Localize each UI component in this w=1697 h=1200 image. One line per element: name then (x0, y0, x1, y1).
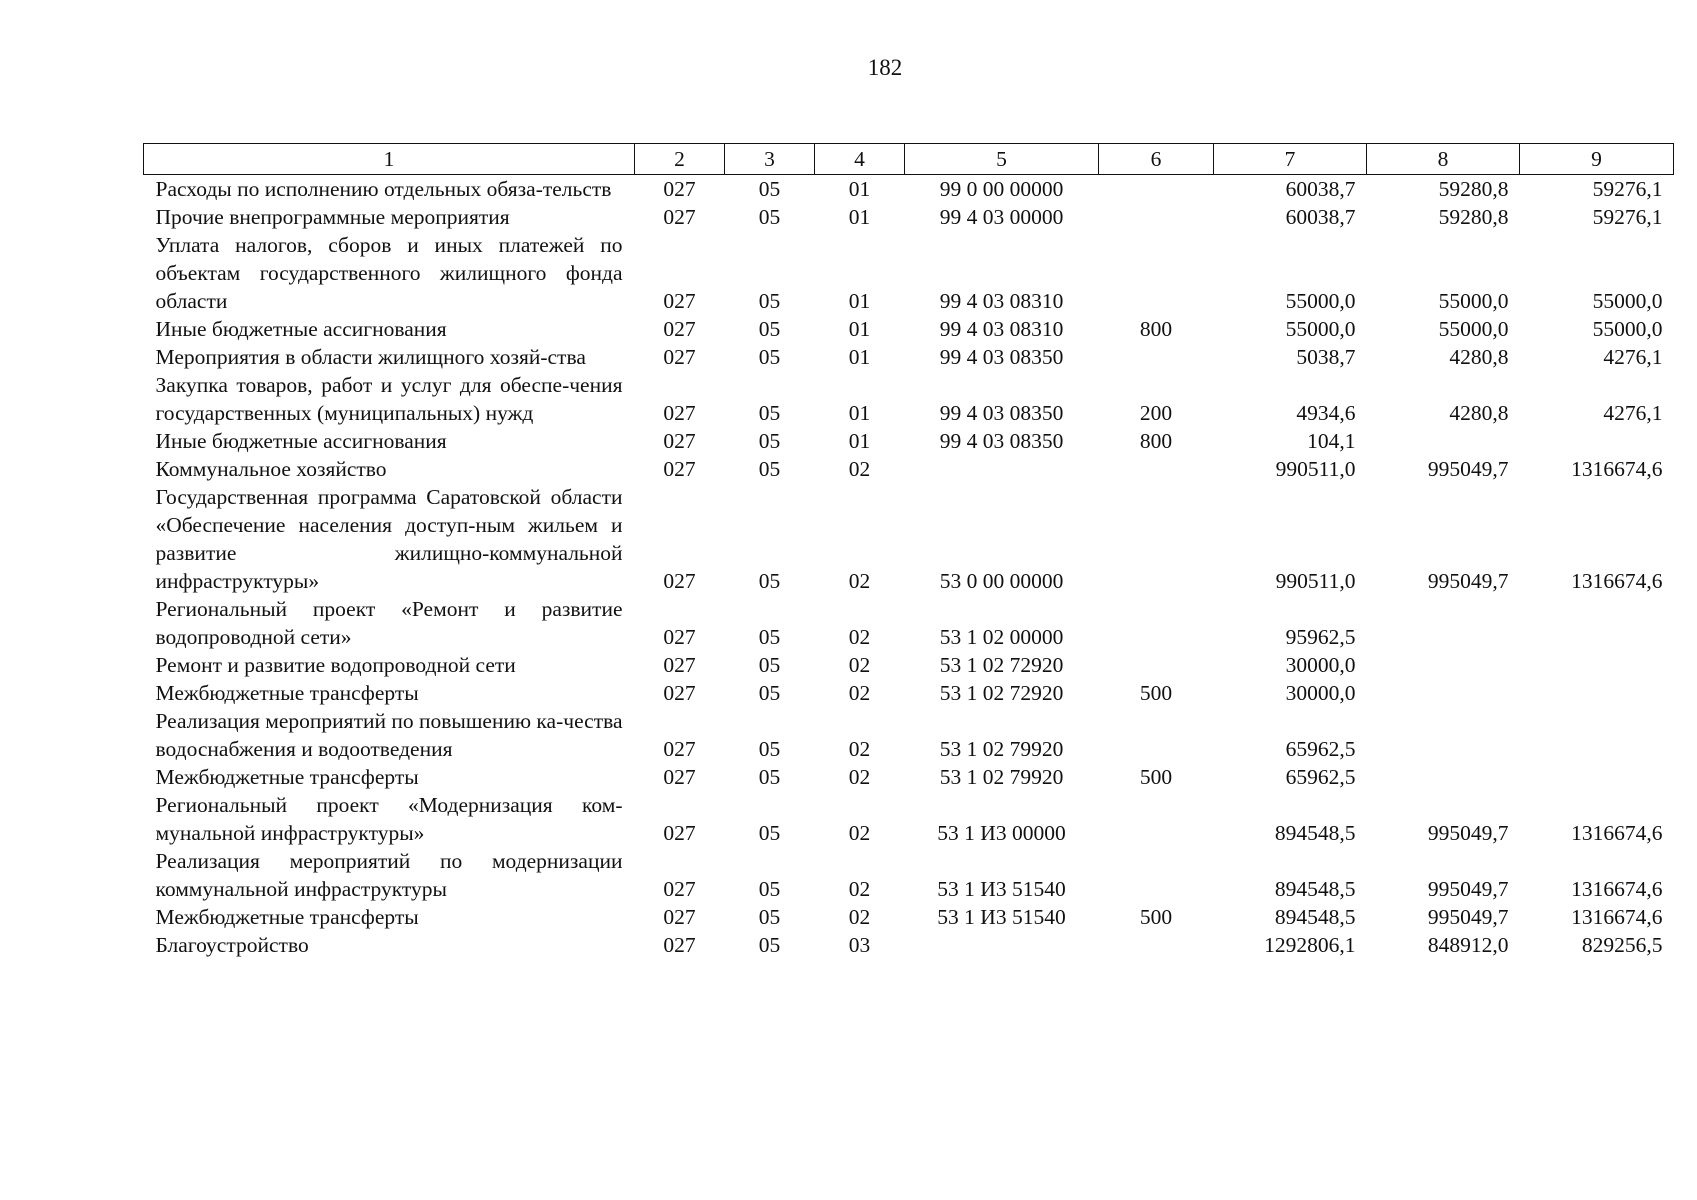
target-article-cell: 99 4 03 08310 (939, 317, 1064, 341)
department-code-cell: 027 (663, 653, 696, 677)
expense-type-cell: 500 (1139, 905, 1173, 929)
subsection-code-cell: 02 (848, 905, 871, 929)
amount-col8-cell: 59280,8 (1438, 177, 1509, 201)
amount-col9-cell: 55000,0 (1592, 317, 1663, 341)
subsection-code-cell: 01 (848, 177, 871, 201)
amount-col8-cell: 848912,0 (1427, 933, 1509, 957)
table-header-row (144, 144, 1674, 175)
table-row (144, 679, 1674, 707)
amount-col7-cell: 990511,0 (1275, 569, 1356, 593)
amount-col9-cell (1520, 651, 1674, 679)
amount-col8-cell: 55000,0 (1438, 317, 1509, 341)
amount-col8-cell: 995049,7 (1427, 877, 1509, 901)
amount-col7-cell: 30000,0 (1285, 681, 1356, 705)
target-article-cell: 53 1 02 72920 (939, 681, 1064, 705)
subsection-code-cell: 01 (848, 429, 871, 453)
section-code-cell: 05 (758, 401, 781, 425)
row-name-cell: Государственная программа Саратовской области «Обеспечение населения доступ-ным жильем и развитие жилищно-коммунальной инфраструктуры» (155, 485, 623, 593)
expense-type-cell: 800 (1139, 429, 1173, 453)
table-row (144, 371, 1674, 427)
amount-col9-cell (1520, 427, 1674, 455)
target-article-cell: 99 4 03 00000 (939, 205, 1064, 229)
table-row (144, 427, 1674, 455)
expense-type-cell (1099, 595, 1214, 651)
target-article-cell: 53 1 02 79920 (939, 765, 1064, 789)
row-name-cell: Расходы по исполнению отдельных обяза-тельств (155, 177, 612, 201)
amount-col9-cell (1520, 679, 1674, 707)
amount-col8-cell (1367, 427, 1520, 455)
target-article-cell: 53 0 00 00000 (939, 569, 1064, 593)
amount-col7-cell: 104,1 (1307, 429, 1356, 453)
amount-col8-cell: 4280,8 (1449, 345, 1509, 369)
amount-col8-cell: 55000,0 (1438, 289, 1509, 313)
expense-type-cell (1099, 455, 1214, 483)
subsection-code-cell: 02 (848, 653, 871, 677)
amount-col8-cell (1367, 595, 1520, 651)
amount-col9-cell (1520, 763, 1674, 791)
column-header: 5 (905, 144, 1099, 175)
column-header: 6 (1099, 144, 1214, 175)
amount-col8-cell (1367, 651, 1520, 679)
amount-col9-cell: 1316674,6 (1571, 457, 1663, 481)
amount-col7-cell: 65962,5 (1285, 737, 1356, 761)
amount-col7-cell: 990511,0 (1275, 457, 1356, 481)
column-header: 9 (1520, 144, 1674, 175)
amount-col8-cell: 995049,7 (1427, 905, 1509, 929)
amount-col9-cell (1520, 707, 1674, 763)
target-article-cell: 53 1 02 79920 (939, 737, 1064, 761)
amount-col9-cell: 4276,1 (1603, 401, 1663, 425)
department-code-cell: 027 (663, 289, 696, 313)
amount-col9-cell: 1316674,6 (1571, 569, 1663, 593)
subsection-code-cell: 02 (848, 625, 871, 649)
target-article-cell: 99 0 00 00000 (939, 177, 1064, 201)
department-code-cell: 027 (663, 681, 696, 705)
section-code-cell: 05 (758, 653, 781, 677)
table-row (144, 903, 1674, 931)
amount-col7-cell: 65962,5 (1285, 765, 1356, 789)
amount-col7-cell: 60038,7 (1285, 177, 1356, 201)
expense-type-cell (1099, 651, 1214, 679)
subsection-code-cell: 01 (848, 401, 871, 425)
section-code-cell: 05 (758, 177, 781, 201)
target-article-cell: 53 1 И3 51540 (937, 905, 1066, 929)
expense-type-cell (1099, 175, 1214, 204)
department-code-cell: 027 (663, 205, 696, 229)
amount-col9-cell: 55000,0 (1592, 289, 1663, 313)
row-name-cell: Благоустройство (155, 933, 309, 957)
budget-table (143, 143, 1674, 959)
column-header: 2 (635, 144, 725, 175)
subsection-code-cell: 03 (848, 933, 871, 957)
row-name-cell: Региональный проект «Модернизация ком-мунальной инфраструктуры» (155, 793, 623, 845)
table-row (144, 847, 1674, 903)
amount-col7-cell: 5038,7 (1296, 345, 1356, 369)
amount-col7-cell: 894548,5 (1274, 877, 1356, 901)
amount-col9-cell: 1316674,6 (1571, 877, 1663, 901)
target-article-cell: 99 4 03 08350 (939, 429, 1064, 453)
row-name-cell: Уплата налогов, сборов и иных платежей по объектам государственного жилищного фонда области (155, 233, 623, 313)
row-name-cell: Прочие внепрограммные мероприятия (155, 205, 510, 229)
amount-col8-cell: 995049,7 (1427, 569, 1509, 593)
subsection-code-cell: 02 (848, 569, 871, 593)
section-code-cell: 05 (758, 457, 781, 481)
table-row (144, 651, 1674, 679)
target-article-cell (905, 931, 1099, 959)
table-row (144, 343, 1674, 371)
amount-col9-cell: 59276,1 (1592, 177, 1663, 201)
expense-type-cell (1099, 847, 1214, 903)
expense-type-cell: 800 (1139, 317, 1173, 341)
target-article-cell: 99 4 03 08310 (939, 289, 1064, 313)
amount-col8-cell: 4280,8 (1449, 401, 1509, 425)
amount-col8-cell (1367, 763, 1520, 791)
table-row (144, 707, 1674, 763)
table-row (144, 315, 1674, 343)
row-name-cell: Реализация мероприятий по модернизации коммунальной инфраструктуры (155, 849, 623, 901)
section-code-cell: 05 (758, 625, 781, 649)
amount-col7-cell: 894548,5 (1274, 905, 1356, 929)
amount-col8-cell: 995049,7 (1427, 457, 1509, 481)
expense-type-cell: 500 (1139, 765, 1173, 789)
table-row (144, 595, 1674, 651)
amount-col8-cell (1367, 707, 1520, 763)
target-article-cell: 53 1 02 72920 (939, 653, 1064, 677)
expense-type-cell: 500 (1139, 681, 1173, 705)
table-row (144, 175, 1674, 204)
department-code-cell: 027 (663, 765, 696, 789)
subsection-code-cell: 02 (848, 821, 871, 845)
amount-col9-cell: 829256,5 (1581, 933, 1663, 957)
section-code-cell: 05 (758, 569, 781, 593)
table-row (144, 483, 1674, 595)
department-code-cell: 027 (663, 345, 696, 369)
amount-col8-cell: 59280,8 (1438, 205, 1509, 229)
subsection-code-cell: 02 (848, 877, 871, 901)
target-article-cell: 99 4 03 08350 (939, 401, 1064, 425)
subsection-code-cell: 02 (848, 457, 871, 481)
target-article-cell: 53 1 И3 00000 (937, 821, 1066, 845)
section-code-cell: 05 (758, 429, 781, 453)
row-name-cell: Закупка товаров, работ и услуг для обеспе-чения государственных (муниципальных) нужд (155, 373, 623, 425)
table-row (144, 791, 1674, 847)
amount-col9-cell: 59276,1 (1592, 205, 1663, 229)
column-header: 8 (1367, 144, 1520, 175)
department-code-cell: 027 (663, 905, 696, 929)
section-code-cell: 05 (758, 821, 781, 845)
amount-col9-cell: 1316674,6 (1571, 821, 1663, 845)
department-code-cell: 027 (663, 877, 696, 901)
target-article-cell: 53 1 02 00000 (939, 625, 1064, 649)
department-code-cell: 027 (663, 177, 696, 201)
department-code-cell: 027 (663, 457, 696, 481)
row-name-cell: Реализация мероприятий по повышению ка-чества водоснабжения и водоотведения (155, 709, 623, 761)
row-name-cell: Иные бюджетные ассигнования (155, 429, 447, 453)
target-article-cell (905, 455, 1099, 483)
section-code-cell: 05 (758, 289, 781, 313)
department-code-cell: 027 (663, 317, 696, 341)
subsection-code-cell: 01 (848, 289, 871, 313)
department-code-cell: 027 (663, 737, 696, 761)
expense-type-cell (1099, 231, 1214, 315)
amount-col7-cell: 30000,0 (1285, 653, 1356, 677)
row-name-cell: Межбюджетные трансферты (155, 681, 419, 705)
amount-col8-cell (1367, 679, 1520, 707)
column-header: 3 (725, 144, 815, 175)
amount-col7-cell: 95962,5 (1285, 625, 1356, 649)
amount-col7-cell: 894548,5 (1274, 821, 1356, 845)
amount-col7-cell: 60038,7 (1285, 205, 1356, 229)
expense-type-cell (1099, 707, 1214, 763)
column-header: 1 (144, 144, 635, 175)
department-code-cell: 027 (663, 429, 696, 453)
table-row (144, 203, 1674, 231)
amount-col7-cell: 4934,6 (1296, 401, 1356, 425)
target-article-cell: 53 1 И3 51540 (937, 877, 1066, 901)
expense-type-cell: 200 (1139, 401, 1173, 425)
amount-col7-cell: 1292806,1 (1264, 933, 1356, 957)
column-header: 4 (815, 144, 905, 175)
amount-col7-cell: 55000,0 (1285, 289, 1356, 313)
row-name-cell: Межбюджетные трансферты (155, 905, 419, 929)
row-name-cell: Ремонт и развитие водопроводной сети (155, 653, 516, 677)
department-code-cell: 027 (663, 933, 696, 957)
subsection-code-cell: 02 (848, 765, 871, 789)
expense-type-cell (1099, 483, 1214, 595)
section-code-cell: 05 (758, 345, 781, 369)
section-code-cell: 05 (758, 205, 781, 229)
subsection-code-cell: 01 (848, 317, 871, 341)
subsection-code-cell: 02 (848, 681, 871, 705)
section-code-cell: 05 (758, 681, 781, 705)
column-header: 7 (1214, 144, 1367, 175)
table-row (144, 231, 1674, 315)
row-name-cell: Коммунальное хозяйство (155, 457, 387, 481)
department-code-cell: 027 (663, 401, 696, 425)
page-number: 182 (867, 55, 903, 80)
target-article-cell: 99 4 03 08350 (939, 345, 1064, 369)
subsection-code-cell: 02 (848, 737, 871, 761)
section-code-cell: 05 (758, 933, 781, 957)
expense-type-cell (1099, 791, 1214, 847)
row-name-cell: Мероприятия в области жилищного хозяй-ства (155, 345, 586, 369)
section-code-cell: 05 (758, 317, 781, 341)
table-row (144, 763, 1674, 791)
section-code-cell: 05 (758, 737, 781, 761)
department-code-cell: 027 (663, 569, 696, 593)
expense-type-cell (1099, 203, 1214, 231)
expense-type-cell (1099, 343, 1214, 371)
section-code-cell: 05 (758, 905, 781, 929)
table-row (144, 455, 1674, 483)
subsection-code-cell: 01 (848, 345, 871, 369)
amount-col9-cell (1520, 595, 1674, 651)
department-code-cell: 027 (663, 625, 696, 649)
row-name-cell: Иные бюджетные ассигнования (155, 317, 447, 341)
amount-col9-cell: 4276,1 (1603, 345, 1663, 369)
section-code-cell: 05 (758, 765, 781, 789)
row-name-cell: Межбюджетные трансферты (155, 765, 419, 789)
table-row (144, 931, 1674, 959)
row-name-cell: Региональный проект «Ремонт и развитие водопроводной сети» (155, 597, 623, 649)
amount-col7-cell: 55000,0 (1285, 317, 1356, 341)
section-code-cell: 05 (758, 877, 781, 901)
amount-col9-cell: 1316674,6 (1571, 905, 1663, 929)
expense-type-cell (1099, 931, 1214, 959)
department-code-cell: 027 (663, 821, 696, 845)
subsection-code-cell: 01 (848, 205, 871, 229)
amount-col8-cell: 995049,7 (1427, 821, 1509, 845)
